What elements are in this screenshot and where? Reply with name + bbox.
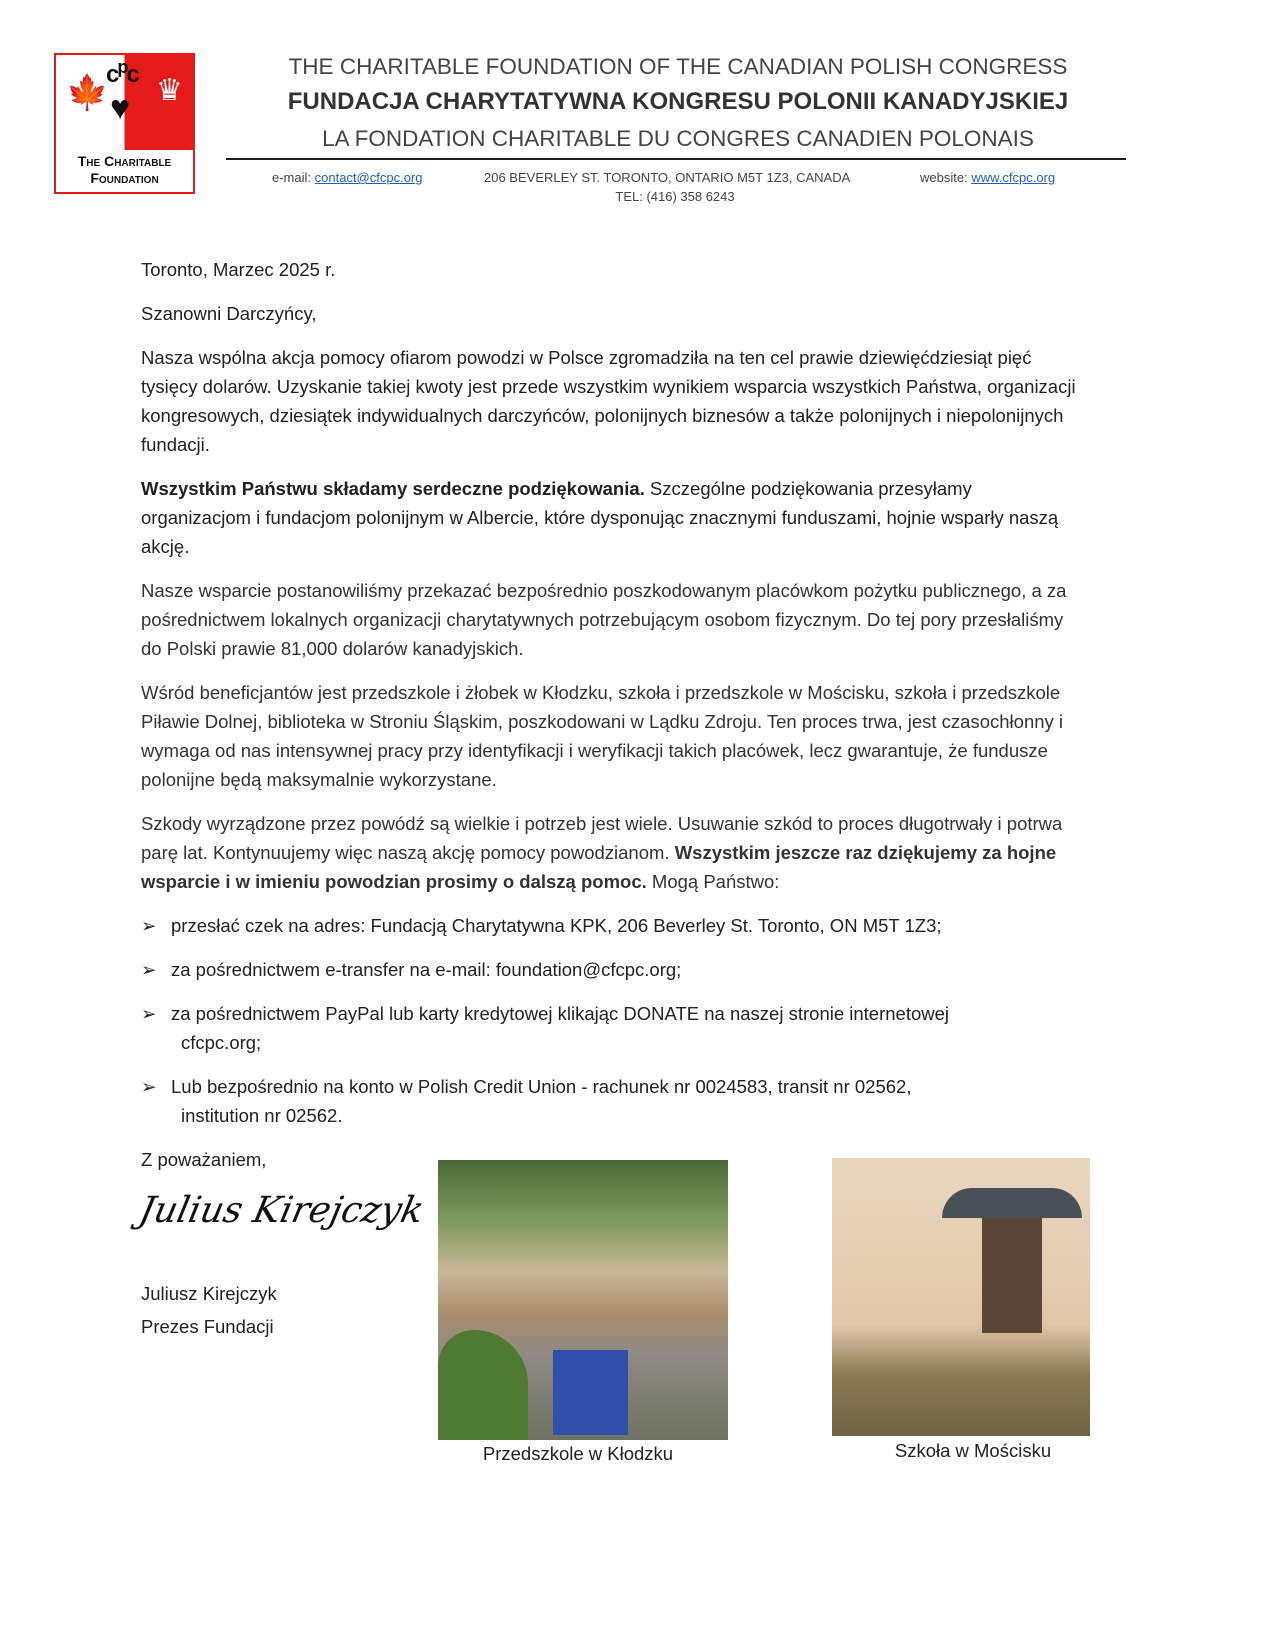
- arrow-bullet-icon: ➢: [141, 959, 157, 980]
- website-link[interactable]: www.cfcpc.org: [971, 170, 1056, 185]
- date: Toronto, Marzec 2025 r.: [141, 259, 336, 280]
- paragraph-3: Nasze wsparcie postanowiliśmy przekazać bezpośrednio poszkodowanym placówkom pożytku publicznego, a za pośrednictwem lokalnych organizacji charytatywnych potrzebującym osobom fizycznym. Do tej pory przesłaliśmy do Polski prawie 81,000 dolarów kanadyjskich.: [141, 580, 1067, 659]
- photo-shrubs: [438, 1330, 528, 1440]
- signer-name: Juliusz Kirejczyk: [141, 1283, 277, 1304]
- closing: Z poważaniem,: [141, 1149, 267, 1170]
- bullet-item: ➢ przesłać czek na adres: Fundacją Charytatywna KPK, 206 Beverley St. Toronto, ON M5T 1Z3;: [141, 911, 1081, 940]
- logo-text: The Charitable Foundation: [77, 153, 172, 186]
- bullet-item: ➢ Lub bezpośrednio na konto w Polish Credit Union - rachunek nr 0024583, transit nr 02562, institution nr 02562.: [141, 1072, 1081, 1130]
- title-english: THE CHARITABLE FOUNDATION OF THE CANADIAN POLISH CONGRESS: [288, 54, 1068, 79]
- website-info: website: www.cfcpc.org: [920, 170, 1056, 185]
- email-link[interactable]: contact@cfcpc.org: [314, 170, 423, 185]
- paragraph-2: Wszystkim Państwu składamy serdeczne podziękowania. Szczególne podziękowania przesyłamy organizacjom i fundacjom polonijnym w Albercie, które dysponując znacznymi funduszami, hojnie wsparły naszą akcję.: [141, 478, 1059, 557]
- heart-hands-icon: ♥: [110, 89, 131, 127]
- logo-monogram: $c^pc$: [106, 57, 138, 88]
- salutation: Szanowni Darczyńcy,: [141, 303, 317, 324]
- maple-leaf-icon: 🍁: [66, 74, 109, 112]
- header-divider: [226, 158, 1126, 160]
- address: 206 BEVERLEY ST. TORONTO, ONTARIO M5T 1Z3, CANADA: [484, 170, 851, 185]
- photo-caption: Przedszkole w Kłodzku: [482, 1443, 674, 1464]
- photo-door: [982, 1213, 1042, 1333]
- photo-canopy: [942, 1188, 1082, 1218]
- photo-kindergarten-klodzko: [438, 1160, 728, 1440]
- bullet-item: ➢ za pośrednictwem PayPal lub karty kredytowej klikając DONATE na naszej stronie internetowej cfcpc.org;: [141, 999, 1081, 1057]
- paragraph-1: Nasza wspólna akcja pomocy ofiarom powodzi w Polsce zgromadziła na ten cel prawie dziewięćdziesiąt pięć tysięcy dolarów. Uzyskanie takiej kwoty jest przede wszystkim wynikiem wsparcia wszystkich Państwa, organizacji kongresowych, dziesiątek indywidualnych darczyńców, polonijnych biznesów a także polonijnych i niepolonijnych fundacji.: [141, 347, 1076, 455]
- signature: Julius Kirejczyk: [135, 1190, 428, 1231]
- arrow-bullet-icon: ➢: [141, 1003, 157, 1024]
- foundation-logo: [54, 53, 195, 194]
- title-polish: FUNDACJA CHARYTATYWNA KONGRESU POLONII KANADYJSKIEJ: [287, 88, 1069, 115]
- arrow-bullet-icon: ➢: [141, 915, 157, 936]
- title-french: LA FONDATION CHARITABLE DU CONGRES CANADIEN POLONAIS: [322, 126, 1034, 151]
- email-info: e-mail: contact@cfcpc.org: [272, 170, 423, 185]
- eagle-icon: ♛: [156, 74, 183, 107]
- telephone: TEL: (416) 358 6243: [615, 189, 735, 204]
- paragraph-5: Szkody wyrządzone przez powódź są wielkie i potrzeb jest wiele. Usuwanie szkód to proces długotrwały i potrwa parę lat. Kontynuujemy więc naszą akcję pomocy powodzianom. Wszystkim jeszcze raz dziękujemy za hojne wsparcie i w imieniu powodzian prosimy o dalszą pomoc. Mogą Państwo:: [141, 813, 1063, 892]
- photo-school-moscisko: [832, 1158, 1090, 1436]
- paragraph-4: Wśród beneficjantów jest przedszkole i żłobek w Kłodzku, szkoła i przedszkole w Mościsku, szkoła i przedszkole Piławie Dolnej, biblioteka w Stroniu Śląskim, poszkodowani w Lądku Zdroju. Ten proces trwa, jest czasochłonny i wymaga od nas intensywnej pracy przy identyfikacji i weryfikacji takich placówek, lecz gwarantuje, że fundusze polonijne będą maksymalnie wykorzystane.: [141, 682, 1064, 790]
- photo-caption: Szkoła w Mościsku: [894, 1440, 1052, 1461]
- photo-blue-object: [553, 1350, 628, 1435]
- signer-title: Prezes Fundacji: [141, 1316, 274, 1337]
- letter-body: [141, 255, 1081, 1189]
- bullet-item: ➢ za pośrednictwem e-transfer na e-mail: foundation@cfcpc.org;: [141, 955, 1081, 984]
- arrow-bullet-icon: ➢: [141, 1076, 157, 1097]
